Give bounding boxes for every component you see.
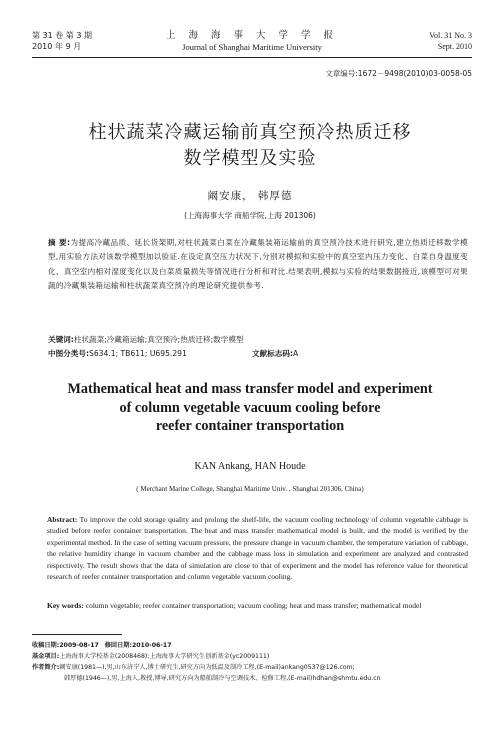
classification-zh: [48, 348, 468, 360]
keywords-en-label: Key words:: [47, 601, 84, 610]
journal-name-en: Journal of Shanghai Maritime University: [182, 42, 322, 52]
keywords-zh: [48, 334, 468, 346]
footnote-bio-1: [32, 662, 472, 673]
footnotes: [32, 640, 472, 684]
volume-issue-zh: 第 31 卷 第 3 期: [32, 31, 92, 40]
title-zh-line-1: 柱状蔬菜冷藏运输前真空预冷热质迁移: [88, 122, 412, 143]
footnote-fund: [32, 651, 472, 662]
title-zh-line-2: 数学模型及实验: [183, 148, 317, 169]
footnote-bio-2: [32, 673, 472, 684]
document-code-label: 文献标志码:: [252, 349, 294, 358]
abstract-zh-text: 为提高冷藏品质、延长货架期,对柱状蔬菜白菜在冷藏集装箱运输前的真空预冷技术进行研究,建立热质迁移数学模型,用实验方法对该数学模型加以验证.在设定真空压力状况下,分别对模拟和实验中的真空室内压力变化、白菜自身温度变化、真空室内相对湿度变化以及白菜质量损失等情况进行分析和对比.结果表明,模拟与实验的结果数据接近,该模型可对果蔬的冷藏集装箱运输和柱状蔬菜真空预冷的理论研究提供参考.: [48, 238, 468, 291]
header-rule: [32, 57, 472, 58]
header-right: [429, 30, 472, 52]
date-en: Sept. 2010: [437, 42, 472, 51]
abstract-en-text: To improve the cold storage quality and prolong the shelf-life, the vacuum cooling technology of column vegetable cabbage is studied before reefer container transportation. The heat and mass transfer mathematical model is built, and the model is verified by the experimental method. In the case of setting vacuum pressure, the pressure change in vacuum chamber, the temperature variation of cabbage, the relative humidity change in vacuum chamber and the cabbage mass loss in simulation and experiment are analyzed and contrasted respectively. The result shows that the data of simulation are close to that of experiment and the model has reference value for theoretical research of reefer container transportation and column vegetable vacuum cooling.: [47, 515, 468, 582]
clc-text: S634.1; TB611; U695.291: [89, 349, 187, 358]
keywords-zh-label: 关键词:: [48, 335, 74, 344]
title-en-line-2: of column vegetable vacuum cooling before: [119, 399, 381, 416]
clc-label: 中图分类号:: [48, 349, 90, 358]
abstract-zh-label: 摘 要:: [48, 238, 71, 247]
bio-1-text: 阚安康(1981—),男,山东济宁人,博士研究生,研究方向为低温及制冷工程,(E-mail)ankang0537@126.com;: [59, 664, 355, 671]
keywords-en: [47, 600, 468, 611]
abstract-zh: [48, 236, 468, 294]
volume-issue-en: Vol. 31 No. 3: [429, 31, 472, 40]
revised-date: 修回日期:2010-06-17: [104, 642, 172, 649]
title-zh: [40, 120, 460, 172]
journal-name-zh: 上 海 海 事 大 学 学 报: [165, 30, 339, 41]
footnote-dates: [32, 640, 472, 651]
authors-en: KAN Ankang, HAN Houde: [194, 461, 306, 472]
fund-label: 基金项目:: [32, 653, 60, 660]
authors-zh: 阚安康， 韩厚德: [207, 190, 293, 202]
title-en-line-1: Mathematical heat and mass transfer model and experiment: [67, 381, 433, 397]
footnote-rule: [32, 634, 122, 635]
article-number: 文章编号:1672－9498(2010)03-0058-05: [325, 69, 472, 78]
affiliation-zh: (上海海事大学 商船学院,上海 201306): [184, 211, 316, 220]
title-en-line-3: reefer container transportation: [155, 418, 345, 434]
date-zh: 2010 年 9 月: [32, 42, 82, 51]
fund-text: 上海海事大学校基金(2008468);上海海事大学研究生创新基金(yc2009111): [59, 653, 270, 660]
bio-2-text: 韩厚德(1946—),男,上海人,教授,博导,研究方向为船舶制冷与空调技术、检修工程,(E-mail)hdhan@shmtu.edu.cn: [64, 675, 381, 682]
received-date: 收稿日期:2009-08-17: [32, 642, 99, 649]
document-code-value: A: [293, 349, 299, 358]
document-code: [252, 348, 298, 360]
title-en: [56, 380, 444, 436]
abstract-en: [47, 514, 468, 582]
header-center: [32, 30, 472, 53]
abstract-en-label: Abstract:: [47, 515, 78, 524]
keywords-zh-text: 柱状蔬菜;冷藏箱运输;真空预冷;热质迁移;数学模型: [73, 335, 244, 344]
bio-label: 作者简介:: [32, 664, 60, 671]
keywords-en-text: column vegetable; reefer container transportation; vacuum cooling; heat and mass transfer; mathematical model: [83, 601, 422, 610]
affiliation-en: ( Merchant Marine College, Shanghai Maritime Univ. , Shanghai 201306, China): [136, 485, 364, 493]
running-header: [32, 30, 472, 56]
